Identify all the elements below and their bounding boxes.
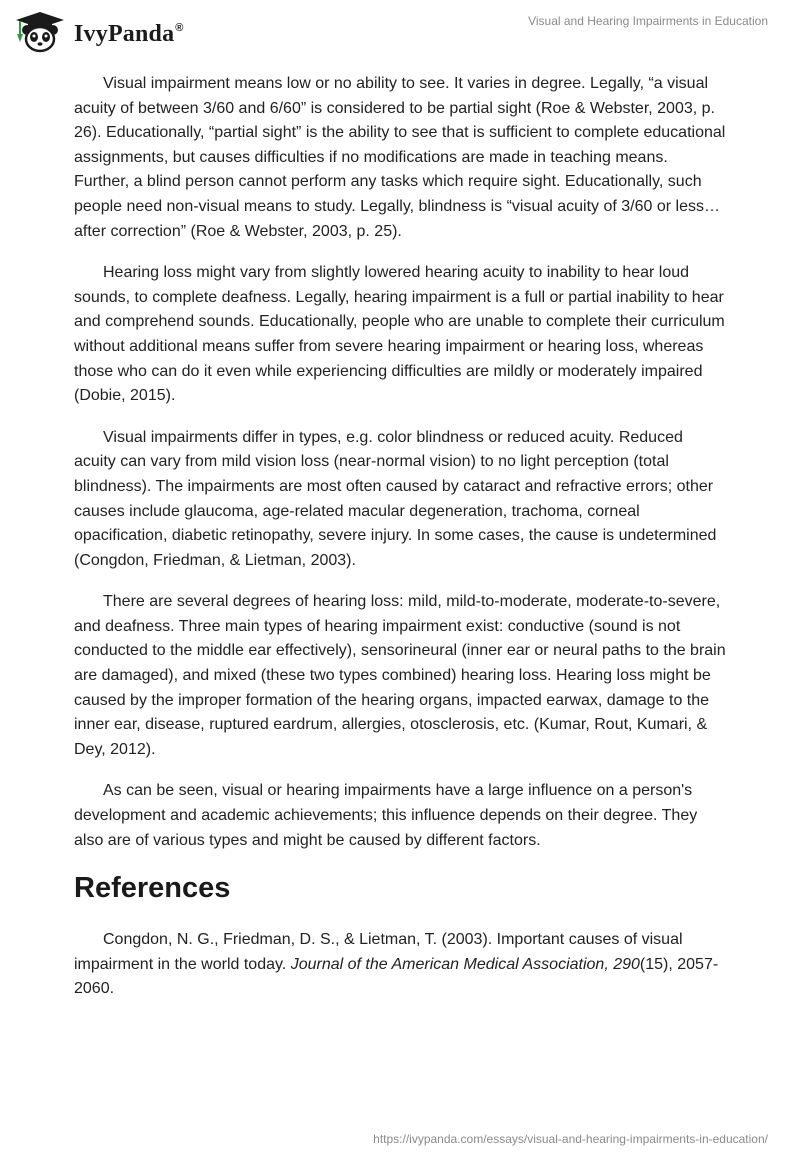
logo-wordmark: IvyPanda® xyxy=(74,20,184,47)
reference-entry xyxy=(74,928,726,1002)
page-header xyxy=(0,0,800,60)
paragraph: Visual impairment means low or no ability to see. It varies in degree. Legally, “a visual acuity of between 3/60 and 6/60” is considered to be partial sight (Roe & Webster, 2003, p. 26). Educationally, “partial sight” is the ability to see that is sufficient to complete educational assignments, but causes difficulties if no modifications are made in teaching means. Further, a blind person cannot perform any tasks which require sight. Educationally, such people need non-visual means to study. Legally, blindness is “visual acuity of 3/60 or less… after correction” (Roe & Webster, 2003, p. 25). xyxy=(74,75,726,240)
paragraph: There are several degrees of hearing loss: mild, mild-to-moderate, moderate-to-severe, and deafness. Three main types of hearing impairment exist: conductive (sound is not conducted to the middle ear effectively), sensorineural (inner ear or neural paths to the brain are damaged), and mixed (these two types combined) hearing loss. Hearing loss might be caused by the improper formation of the hearing organs, impacted earwax, damage to the inner ear, disease, ruptured eardrum, allergies, otosclerosis, etc. (Kumar, Rout, Kumari, & Dey, 2012). xyxy=(74,593,726,758)
document-title: Visual and Hearing Impairments in Education xyxy=(528,14,768,28)
panda-graduate-icon xyxy=(14,10,66,54)
essay-body xyxy=(74,72,726,1002)
ivypanda-logo[interactable] xyxy=(14,10,184,54)
paragraph: Visual impairments differ in types, e.g. color blindness or reduced acuity. Reduced acuity can vary from mild vision loss (near-normal vision) to no light perception (total blindness). The impairments are most often caused by cataract and refractive errors; other causes include glaucoma, age-related macular degeneration, trachoma, corneal opacification, diabetic retinopathy, severe injury. In some cases, the cause is undetermined (Congdon, Friedman, & Lietman, 2003). xyxy=(74,428,717,569)
source-url[interactable]: https://ivypanda.com/essays/visual-and-hearing-impairments-in-education/ xyxy=(373,1132,768,1146)
reference-issue-pages: (15), 2057-2060. xyxy=(74,955,719,998)
reference-text: Congdon, N. G., Friedman, D. S., & Lietman, T. (2003). Important causes of visual impairment in the world today. xyxy=(74,931,683,973)
paragraph: As can be seen, visual or hearing impairments have a large influence on a person's development and academic achievements; this influence depends on their degree. They also are of various types and might be caused by different factors. xyxy=(74,782,698,849)
paragraph: Hearing loss might vary from slightly lowered hearing acuity to inability to hear loud sounds, to complete deafness. Legally, hearing impairment is a full or partial inability to hear and comprehend sounds. Educationally, people who are unable to complete their curriculum without additional means suffer from severe hearing impairment or hearing loss, whereas those who can do it even while experiencing difficulties are mildly or moderately impaired (Dobie, 2015). xyxy=(74,264,725,405)
reference-journal: Journal of the American Medical Association, 290 xyxy=(290,955,640,973)
references-heading: References xyxy=(74,872,231,905)
